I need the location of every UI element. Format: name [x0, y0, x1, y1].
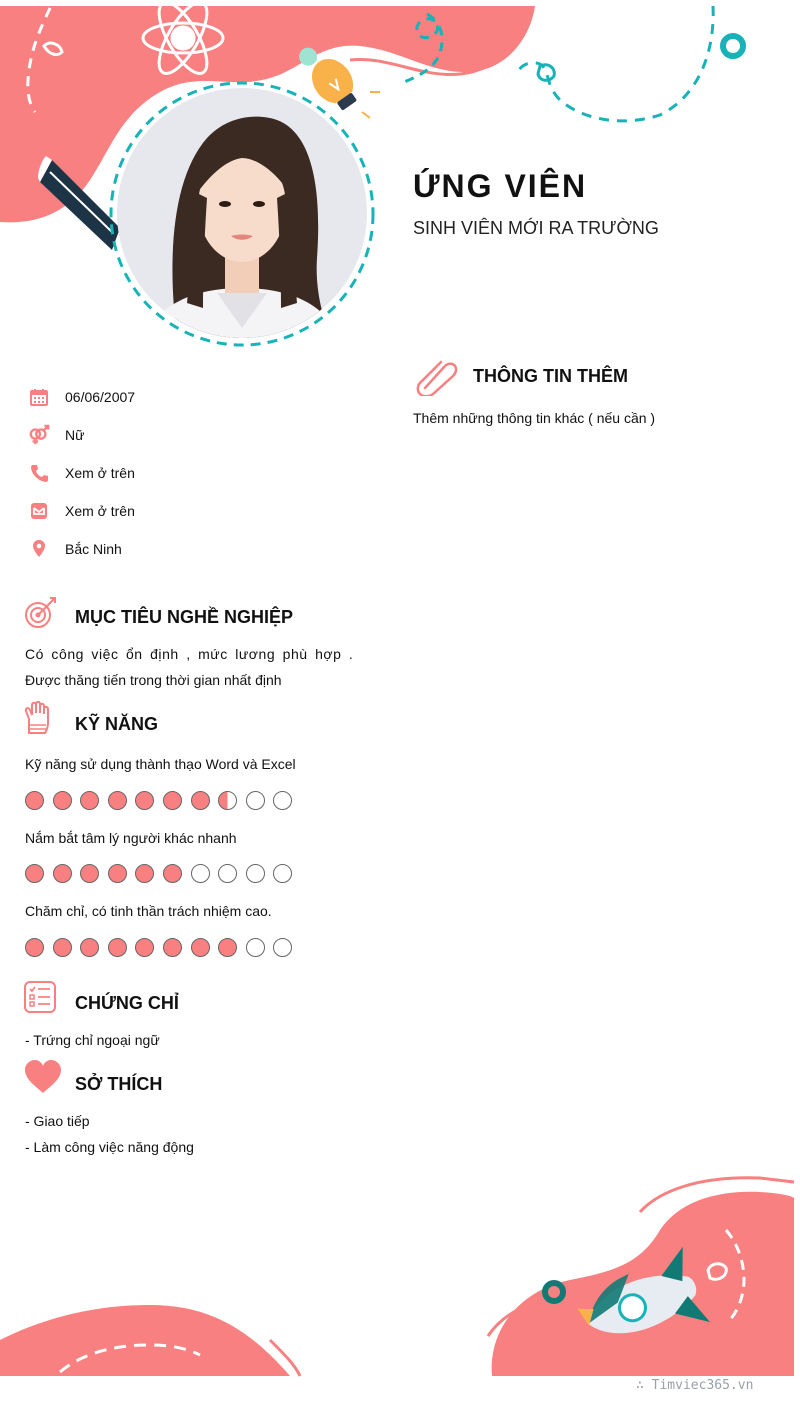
contact-address: [28, 537, 122, 561]
skill-rating: [25, 864, 292, 883]
rating-dot: [80, 791, 99, 810]
bottom-left-blob: [0, 1305, 290, 1376]
birthdate-value: 06/06/2007: [65, 389, 136, 405]
rating-dot: [25, 938, 44, 957]
avatar-photo: [117, 88, 367, 338]
gender-icon: [28, 424, 50, 446]
hobbies-title: SỞ THÍCH: [75, 1074, 163, 1094]
objective-line-2: Được thăng tiến trong thời gian nhất định: [25, 672, 282, 688]
rating-dot: [135, 791, 154, 810]
rating-dot: [53, 938, 72, 957]
contact-birthdate: [28, 385, 136, 409]
teal-ring-icon: [723, 36, 743, 56]
rating-dot: [135, 864, 154, 883]
contact-phone: [28, 461, 135, 485]
target-icon: [24, 596, 58, 635]
rating-dot: [163, 938, 182, 957]
paperclip-icon: [415, 354, 459, 401]
avatar: [117, 88, 367, 338]
checklist-icon: [24, 981, 56, 1018]
skill-rating: [25, 791, 292, 810]
rating-dot: [218, 864, 237, 883]
rating-dot: [273, 791, 292, 810]
certificate-item: - Trứng chỉ ngoại ngữ: [25, 1032, 160, 1048]
phone-value: Xem ở trên: [65, 465, 135, 481]
email-value: Xem ở trên: [65, 503, 135, 519]
objective-title: MỤC TIÊU NGHỀ NGHIỆP: [75, 607, 294, 627]
watermark: ∴ Timviec365.vn: [636, 1378, 754, 1393]
location-pin-icon: [28, 538, 50, 560]
rating-dot: [163, 791, 182, 810]
rating-dot: [53, 864, 72, 883]
rating-dot: [191, 938, 210, 957]
objective-line-1: [25, 646, 354, 662]
rating-dot: [163, 864, 182, 883]
skill-label: Kỹ năng sử dụng thành thạo Word và Excel: [25, 756, 296, 772]
contact-email: [28, 499, 135, 523]
phone-icon: [28, 462, 50, 484]
extra-info-text: Thêm những thông tin khác ( nếu cần ): [413, 410, 656, 426]
job-title: SINH VIÊN MỚI RA TRƯỜNG: [413, 218, 659, 238]
skill-rating: [25, 938, 292, 957]
rating-dot: [80, 938, 99, 957]
rating-dot: [246, 938, 265, 957]
candidate-name: ỨNG VIÊN: [413, 168, 588, 204]
hobby-item: - Giao tiếp: [25, 1113, 90, 1129]
rating-dot: [80, 864, 99, 883]
skill-label: Nắm bắt tâm lý người khác nhanh: [25, 830, 237, 846]
skills-title: KỸ NĂNG: [75, 714, 159, 734]
rating-dot: [218, 791, 237, 810]
rating-dot: [273, 938, 292, 957]
contact-gender: [28, 423, 85, 447]
rating-dot: [25, 864, 44, 883]
gender-value: Nữ: [65, 427, 85, 443]
rating-dot: [191, 864, 210, 883]
address-value: Bắc Ninh: [65, 541, 122, 557]
objective-line-1-text: Có công việc ổn định , mức lương phù hợp .: [25, 646, 354, 662]
skill-label: Chăm chỉ, có tinh thần trách nhiệm cao.: [25, 903, 272, 919]
hobby-item: - Làm công việc năng động: [25, 1139, 194, 1155]
rating-dot: [108, 938, 127, 957]
hand-icon: [24, 701, 50, 740]
rating-dot: [108, 864, 127, 883]
rating-dot: [135, 938, 154, 957]
rating-dot: [53, 791, 72, 810]
extra-info-title: THÔNG TIN THÊM: [473, 366, 628, 386]
rating-dot: [191, 791, 210, 810]
rating-dot: [108, 791, 127, 810]
rating-dot: [25, 791, 44, 810]
certificates-title: CHỨNG CHỈ: [75, 993, 179, 1013]
heart-icon: [24, 1060, 62, 1099]
rating-dot: [218, 938, 237, 957]
email-icon: [28, 500, 50, 522]
rating-dot: [273, 864, 292, 883]
rating-dot: [246, 791, 265, 810]
rating-dot: [246, 864, 265, 883]
calendar-icon: [28, 386, 50, 408]
